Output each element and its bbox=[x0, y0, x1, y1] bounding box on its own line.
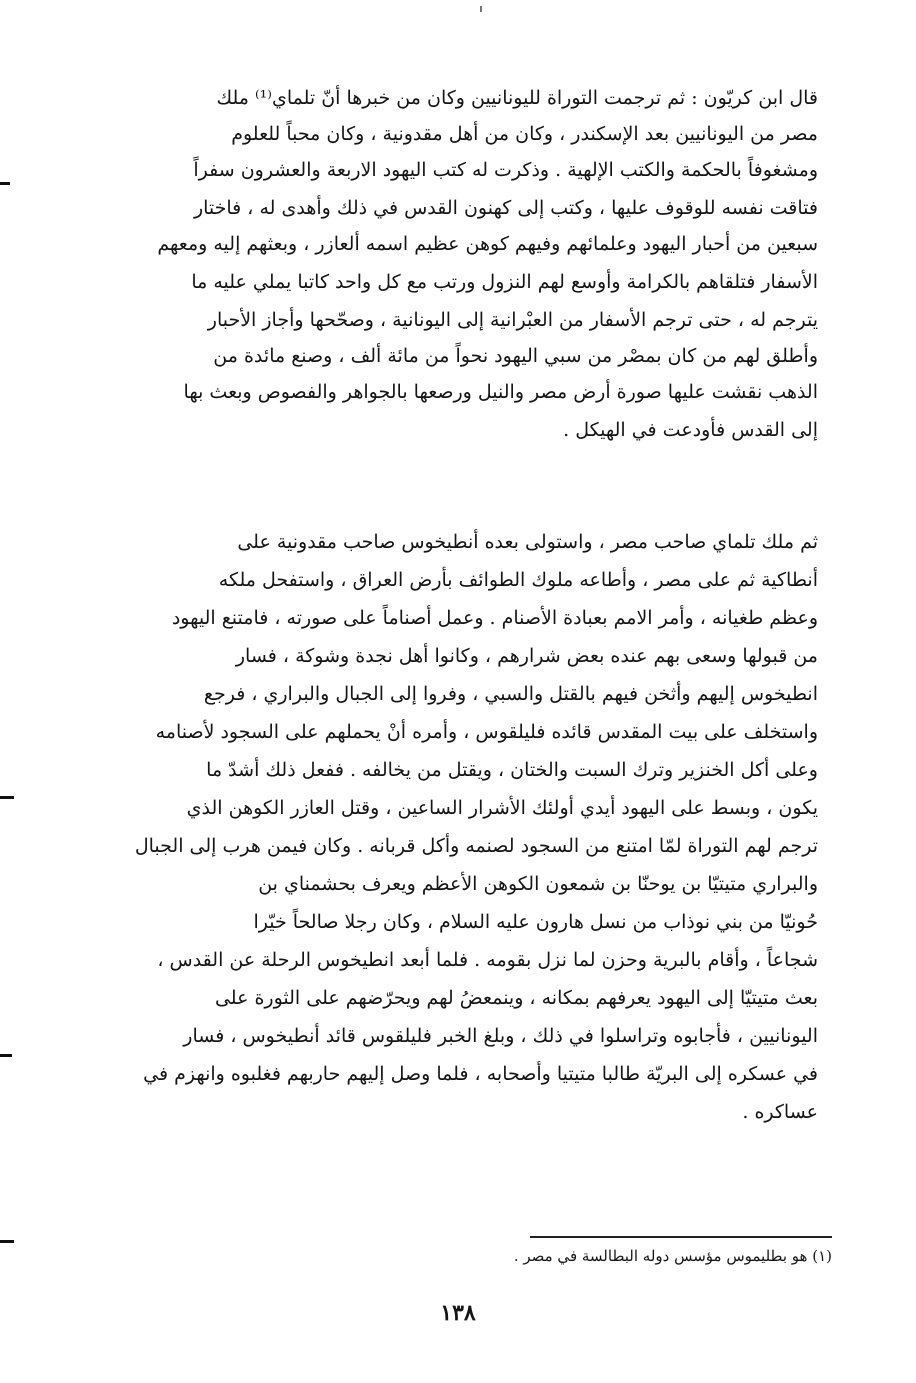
text-line: وعظم طغيانه ، وأمر الامم بعبادة الأصنام . وعمل أصناماً على صورته ، فامتنع اليهود bbox=[171, 607, 818, 629]
text-line: ومشغوفاً بالحكمة والكتب الإلهية . وذكرت له كتب اليهود الاربعة والعشرون سفراً bbox=[193, 159, 818, 181]
text-line: وعلى أكل الخنزير وترك السبت والختان ، ويقتل من يخالفه . ففعل ذلك أشدّ ما bbox=[206, 759, 818, 781]
text-line: قال ابن كريّون : ثم ترجمت التوراة لليونانيين وكان من خبرها أنّ تلماي⁽¹⁾ ملك bbox=[216, 87, 818, 109]
paragraph-1 bbox=[118, 80, 818, 440]
scan-edge-mark bbox=[0, 1054, 12, 1057]
paragraph-2 bbox=[118, 524, 818, 1224]
text-line: الذهب نقشت عليها صورة أرض مصر والنيل ورصعها بالجواهر والفصوص وبعث بها bbox=[183, 381, 818, 403]
text-line: بعث متيتيّا إلى اليهود يعرفهم بمكانه ، وينمعضُ لهم ويحرّضهم على الثورة على bbox=[214, 987, 818, 1009]
text-line: شجاعاً ، وأقام بالبرية وحزن لما نزل بقومه . فلما أبعد انطيخوس الرحلة عن القدس ، bbox=[157, 949, 818, 971]
text-line: مصر من اليونانيين بعد الإسكندر ، وكان من أهل مقدونية ، وكان محباً للعلوم bbox=[231, 123, 818, 145]
text-line: من قبولها وسعى بهم عنده بعض شرارهم ، وكانوا أهل نجدة وشوكة ، فسار bbox=[235, 645, 818, 667]
scan-edge-mark bbox=[0, 182, 10, 185]
text-line: يترجم له ، حتى ترجم الأسفار من العبْرانية إلى اليونانية ، وصحّحها وأجاز الأحبار bbox=[207, 309, 818, 331]
text-line: يكون ، وبسط على اليهود أيدي أولئك الأشرار الساعين ، وقتل العازر الكوهن الذي bbox=[186, 797, 818, 819]
text-line: سبعين من أحبار اليهود وعلمائهم وفيهم كوهن عظيم اسمه ألعازر ، وبعثهم إليه ومعهم bbox=[157, 233, 818, 255]
footnote: (١) هو بطليموس مؤسس دوله البطالسة في مصر . bbox=[513, 1247, 832, 1265]
scan-edge-mark bbox=[0, 1240, 14, 1243]
footnote-divider bbox=[530, 1236, 832, 1238]
page-number: ١٣٨ bbox=[440, 1300, 476, 1326]
text-line: حُونيّا من بني نوذاب من نسل هارون عليه السلام ، وكان رجلا صالحاً خيّرا bbox=[253, 911, 818, 933]
text-line: الأسفار فتلقاهم بالكرامة وأوسع لهم النزول ورتب مع كل واحد كاتبا يملي عليه ما bbox=[191, 271, 818, 293]
text-line: والبراري متيتيّا بن يوحنّا بن شمعون الكوهن الأعظم ويعرف بحشمناي بن bbox=[258, 873, 818, 895]
text-line: في عسكره إلى البريّة طالبا متيتيا وأصحابه ، فلما وصل إليهم حاربهم فغلبوه وانهزم في bbox=[143, 1063, 818, 1085]
text-line: ترجم لهم التوراة لمّا امتنع من السجود لصنمه وأكل قربانه . وكان فيمن هرب إلى الجبال bbox=[134, 835, 818, 857]
text-line: وأطلق لهم من كان بمصْر من سبي اليهود نحواً من مائة ألف ، وصنع مائدة من bbox=[213, 345, 818, 367]
text-line: عساكره . bbox=[742, 1101, 818, 1123]
scan-edge-mark bbox=[0, 796, 14, 799]
text-line: إلى القدس فأودعت في الهيكل . bbox=[563, 419, 818, 441]
text-line: اليونانيين ، فأجابوه وتراسلوا في ذلك ، وبلغ الخبر فليلقوس قائد أنطيخوس ، فسار bbox=[183, 1025, 818, 1047]
text-line: انطيخوس إليهم وأثخن فيهم بالقتل والسبي ، وفروا إلى الجبال والبراري ، فرجع bbox=[203, 683, 818, 705]
text-line: فتاقت نفسه للوقوف عليها ، وكتب إلى كهنون القدس في ذلك وأهدى له ، فاختار bbox=[193, 197, 818, 219]
scan-speck bbox=[480, 6, 482, 12]
text-line: أنطاكية ثم على مصر ، وأطاعه ملوك الطوائف بأرض العراق ، واستفحل ملكه bbox=[218, 569, 818, 591]
text-line: واستخلف على بيت المقدس قائده فليلقوس ، وأمره أنْ يحملهم على السجود لأصنامه bbox=[155, 721, 818, 743]
text-line: ثم ملك تلماي صاحب مصر ، واستولى بعده أنطيخوس صاحب مقدونية على bbox=[237, 531, 818, 553]
